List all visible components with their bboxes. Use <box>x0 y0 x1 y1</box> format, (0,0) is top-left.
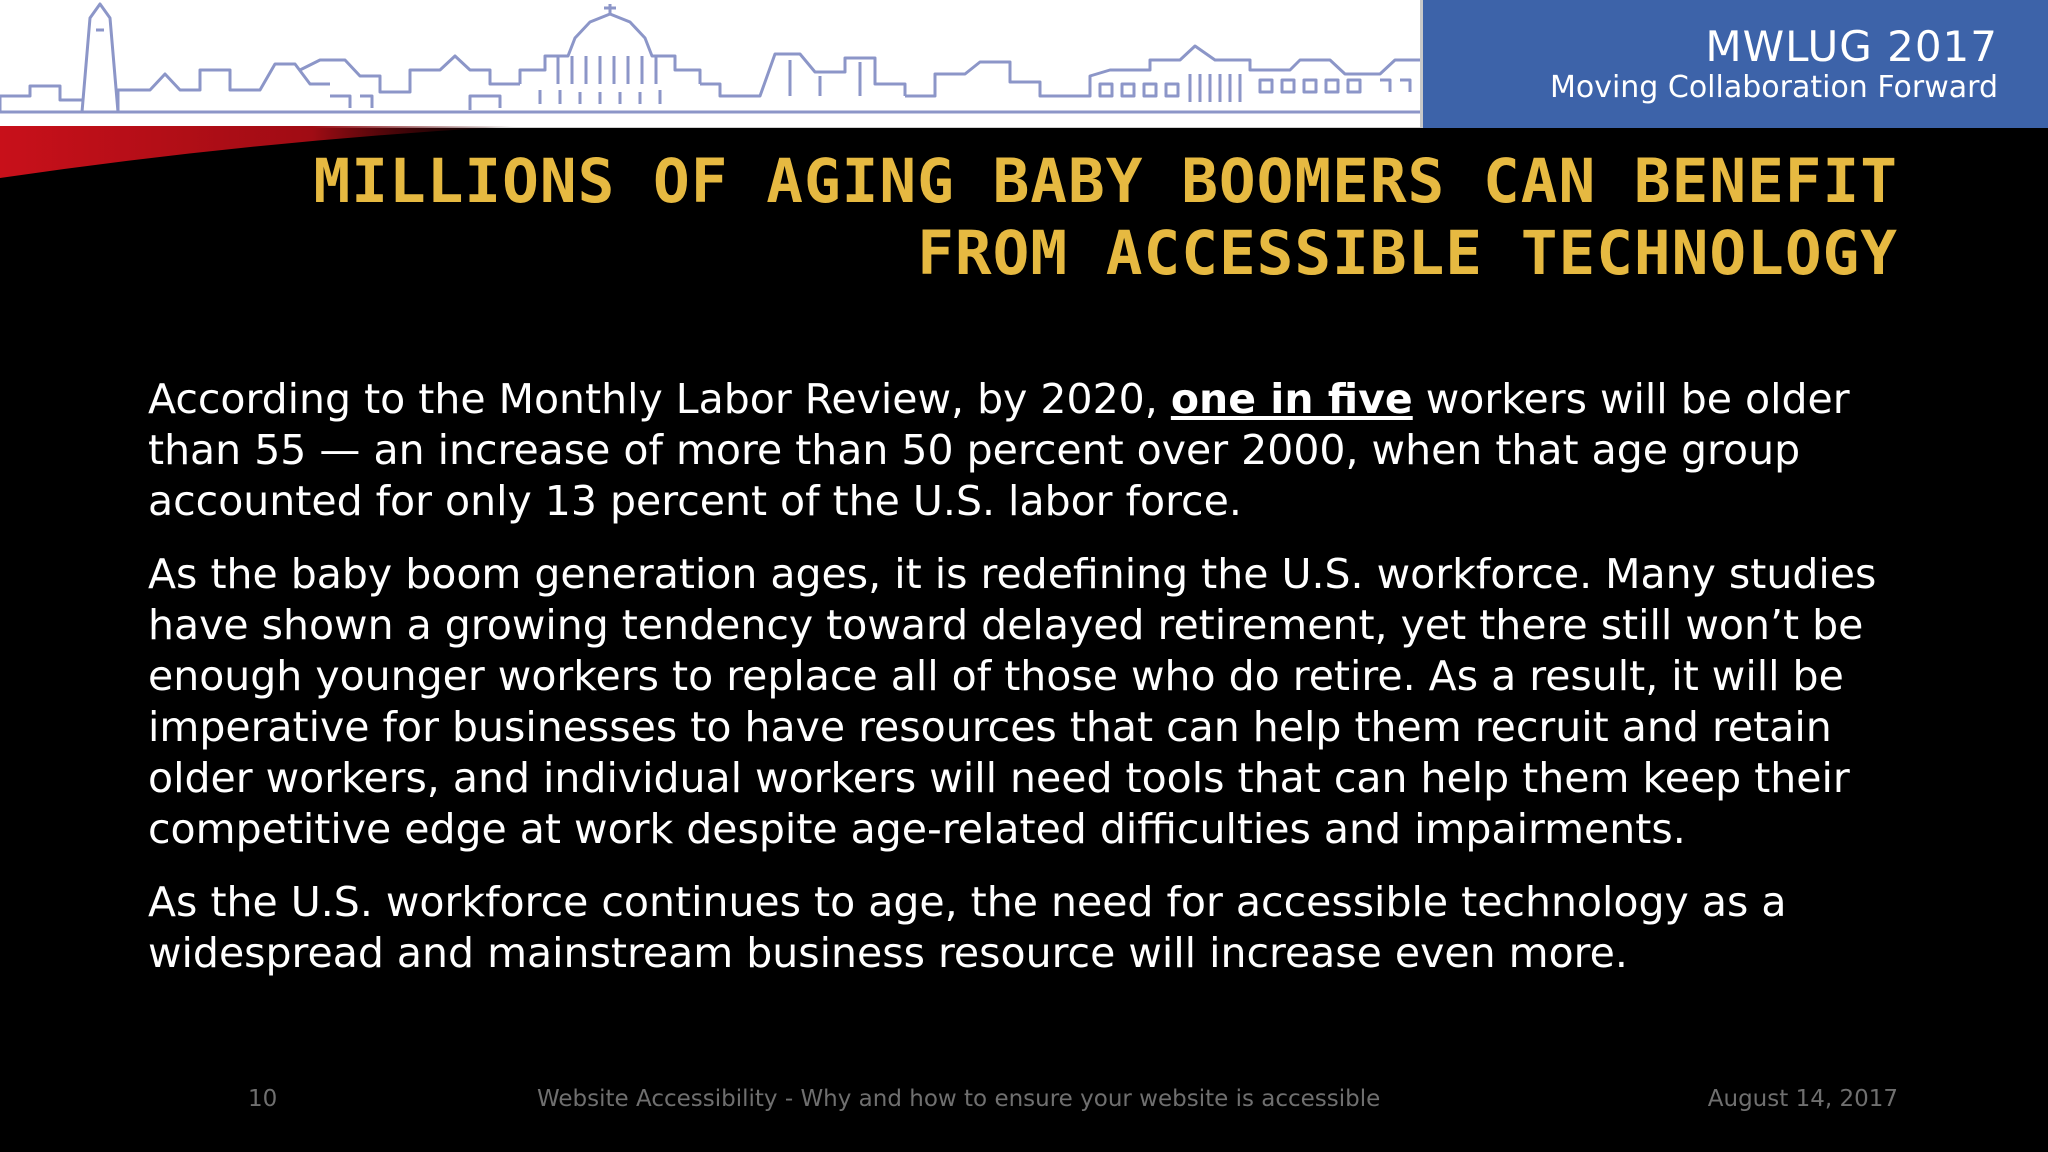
footer-date: August 14, 2017 <box>1707 1086 1898 1112</box>
footer-presentation-title: Website Accessibility - Why and how to ensure your website is accessible <box>537 1086 1381 1112</box>
conference-tagline: Moving Collaboration Forward <box>1549 70 1998 105</box>
slide-title-line-2: FROM ACCESSIBLE TECHNOLOGY <box>917 218 1898 289</box>
conference-brand-box <box>1420 0 2048 128</box>
slide-title-line-1: MILLIONS OF AGING BABY BOOMERS CAN BENEFIT <box>313 146 1898 217</box>
header-banner <box>0 0 2048 128</box>
city-skyline-graphic <box>0 0 1420 128</box>
slide-body <box>148 374 1908 1001</box>
conference-title: MWLUG 2017 <box>1705 22 1998 71</box>
slide-footer <box>0 1086 2048 1116</box>
paragraph-labor-review <box>148 374 1908 527</box>
slide-number: 10 <box>248 1086 278 1112</box>
paragraph-1-lead: According to the Monthly Labor Review, by 2020, <box>148 375 1171 423</box>
paragraph-1-rest: workers will be older than 55 — an increase of more than 50 percent over 2000, when that age group accounted for only 13 percent of the U.S. labor force. <box>148 375 1850 525</box>
slide-title <box>248 146 1898 290</box>
paragraph-workforce-age: As the U.S. workforce continues to age, the need for accessible technology as a widespread and mainstream business resource will increase even more. <box>148 878 1787 977</box>
paragraph-baby-boom: As the baby boom generation ages, it is redefining the U.S. workforce. Many studies have shown a growing tendency toward delayed retirement, yet there still won’t be enough younger workers to replace all of those who do retire. As a result, it will be imperative for businesses to have resources that can help them recruit and retain older workers, and individual workers will need tools that can help them keep their competitive edge at work despite age-related difficulties and impairments. <box>148 550 1877 853</box>
emphasis-one-in-five: one in five <box>1170 375 1413 423</box>
